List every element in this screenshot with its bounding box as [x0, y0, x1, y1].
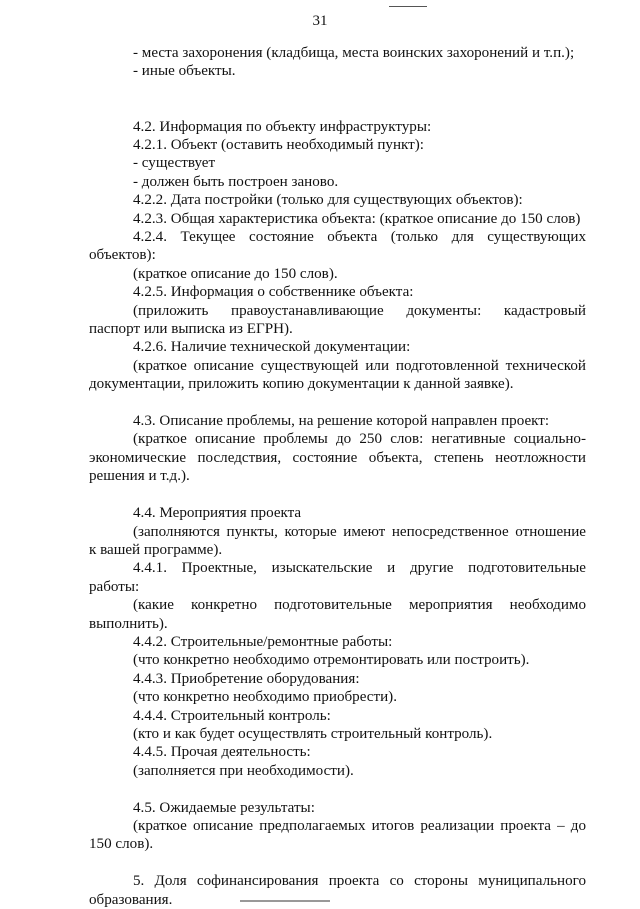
section-4-4-note-line2: к вашей программе). — [89, 541, 223, 558]
section-4-4-1-heading-line1: 4.4.1. Проектные, изыскательские и другие подготовительные — [133, 560, 586, 577]
section-4-4-2-note: (что конкретно необходимо отремонтировать или построить). — [133, 652, 530, 669]
section-4-4-2-heading: 4.4.2. Строительные/ремонтные работы: — [133, 633, 393, 650]
section-4-5-note-line2: 150 слов). — [89, 836, 154, 853]
section-4-4-4-note: (кто и как будет осуществлять строительный контроль). — [133, 725, 493, 742]
section-4-2-6-note-line2: документации, приложить копию документации к данной заявке). — [89, 376, 514, 393]
section-4-4-note-line1: (заполняются пункты, которые имеют непосредственное отношение — [133, 523, 586, 540]
section-4-2-4-heading-line2: объектов): — [89, 247, 156, 264]
option-exists: - существует — [133, 155, 216, 172]
section-4-3-note-line1: (краткое описание проблемы до 250 слов: негативные социально- — [133, 431, 586, 448]
section-4-3-note-line3: решения и т.д.). — [89, 468, 190, 485]
section-4-2-5-note-line1: (приложить правоустанавливающие документы: кадастровый — [133, 302, 586, 319]
section-4-2-heading: 4.2. Информация по объекту инфраструктуры: — [133, 118, 432, 135]
section-4-4-4-heading: 4.4.4. Строительный контроль: — [133, 707, 331, 724]
section-5-heading-line2: образования. — [89, 891, 173, 908]
section-4-2-6-heading: 4.2.6. Наличие технической документации: — [133, 339, 411, 356]
list-item-other-objects: - иные объекты. — [133, 63, 236, 80]
page-number: 31 — [312, 13, 328, 29]
section-4-2-1-heading: 4.2.1. Объект (оставить необходимый пункт): — [133, 137, 424, 153]
section-4-2-5-heading: 4.2.5. Информация о собственнике объекта: — [133, 284, 414, 301]
section-4-2-4-heading-line1: 4.2.4. Текущее состояние объекта (только для существующих — [133, 229, 586, 246]
section-4-2-2-heading: 4.2.2. Дата постройки (только для существующих объектов): — [133, 192, 523, 209]
section-4-4-heading: 4.4. Мероприятия проекта — [133, 505, 302, 522]
section-4-4-1-heading-line2: работы: — [89, 578, 140, 595]
section-4-4-3-note: (что конкретно необходимо приобрести). — [133, 689, 397, 706]
section-4-5-heading: 4.5. Ожидаемые результаты: — [133, 799, 315, 816]
section-4-3-heading: 4.3. Описание проблемы, на решение которой направлен проект: — [133, 413, 550, 430]
section-4-2-5-note-line2: паспорт или выписка из ЕГРН). — [89, 321, 293, 338]
section-4-2-4-note: (краткое описание до 150 слов). — [133, 265, 338, 282]
list-item-burial-places: - места захоронения (кладбища, места воинских захоронений и т.п.); — [133, 45, 575, 61]
section-4-5-note-line1: (краткое описание предполагаемых итогов реализации проекта – до — [133, 817, 586, 834]
section-4-3-note-line2: экономические последствия, состояние объекта, степень неотложности — [89, 449, 586, 466]
document-body — [89, 44, 586, 909]
section-4-4-1-note-line1: (какие конкретно подготовительные мероприятия необходимо — [133, 597, 586, 614]
section-5-heading-line1: 5. Доля софинансирования проекта со стороны муниципального — [133, 873, 586, 890]
option-rebuild: - должен быть построен заново. — [133, 173, 339, 190]
section-4-4-5-note: (заполняется при необходимости). — [133, 762, 354, 779]
bottom-edge-mark — [240, 900, 330, 902]
section-4-4-3-heading: 4.4.3. Приобретение оборудования: — [133, 670, 360, 687]
section-4-4-5-heading: 4.4.5. Прочая деятельность: — [133, 744, 311, 761]
top-rule-mark — [389, 6, 427, 7]
section-4-2-3-heading: 4.2.3. Общая характеристика объекта: (краткое описание до 150 слов) — [133, 210, 581, 227]
section-4-2-6-note-line1: (краткое описание существующей или подготовленной технической — [133, 357, 586, 374]
section-4-4-1-note-line2: выполнить). — [89, 615, 168, 632]
